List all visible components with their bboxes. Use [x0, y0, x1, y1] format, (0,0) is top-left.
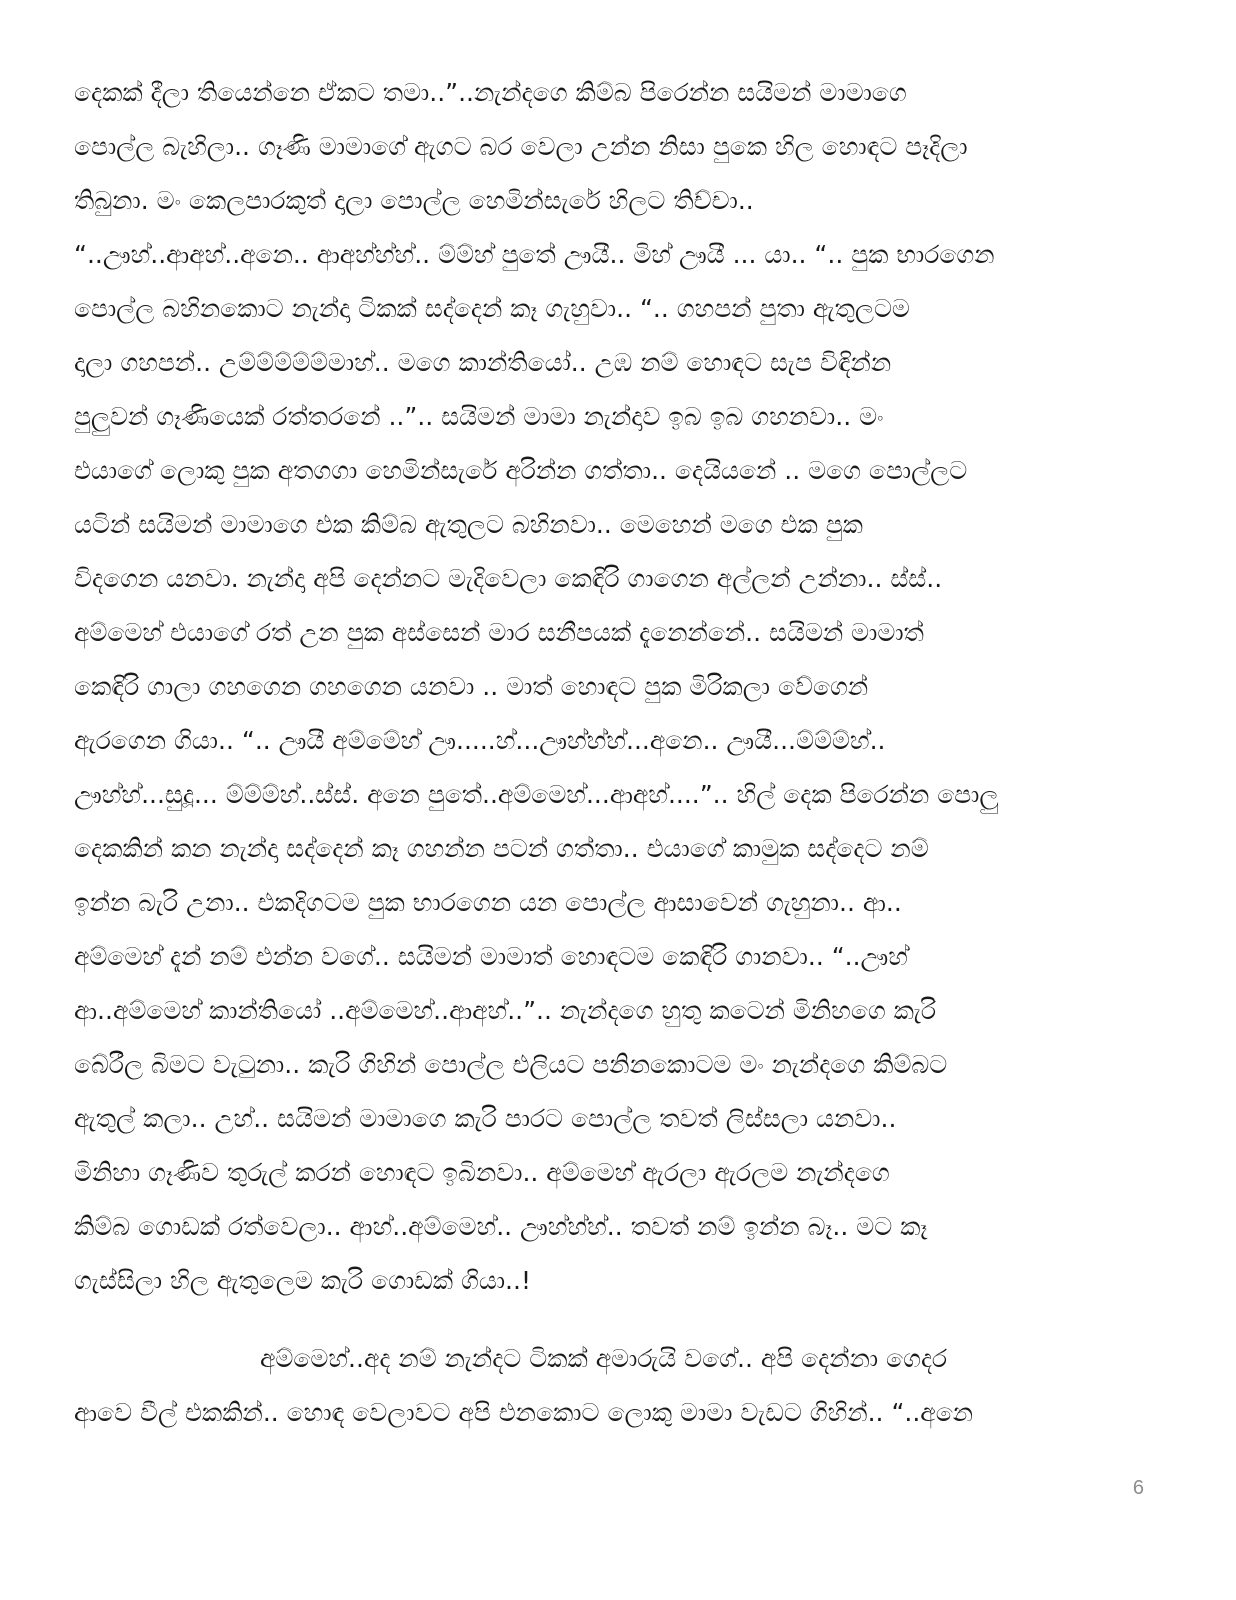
text-line: ආවෙ වීල් එකකින්.. හොඳ වෙලාවට අපි එනකොට ලොකු මාමා වැඩට ගිහින්.. “..අනෙ	[74, 1398, 974, 1427]
text-line: ගැස්සිලා හිල ඇතුලෙම කැරි ගොඩක් ගියා..!	[74, 1266, 531, 1295]
text-line: බේරීල බිමට වැටුනා.. කැරි ගිහින් පොල්ල එලියට පනිනකොටම මං නැන්දගෙ කිම්බට	[74, 1050, 948, 1079]
page-number: 6	[1132, 1477, 1144, 1499]
text-line: පොල්ල බැහිලා.. ගෑණි මාමාගේ ඇගට බර වෙලා උන්න නිසා පුකෙ හිල හොඳට පෑදිලා	[74, 132, 968, 161]
text-line: දෙකකින් කන නැන්දා සද්දෙන් කෑ ගහන්න පටන් ගත්තා.. එයාගේ කාමුක සද්දෙට නම්	[74, 834, 929, 863]
text-line: පුලුවන් ගෑණියෙක් රත්තරනේ ..”.. සයිමන් මාමා නැන්දාව ඉබ ඉබ ගහනවා.. මං	[74, 402, 884, 431]
text-line: ඇතුල් කලා.. උහ්.. සයිමන් මාමාගෙ කැරි පාරට පොල්ල තවත් ලිස්සලා යනවා..	[74, 1104, 897, 1133]
text-line: කිම්බ ගොඩක් රත්වෙලා.. ආහ්..අම්මෙහ්.. ඌහ්හ්හ්.. තවත් නම් ඉන්න බෑ.. මට කෑ	[74, 1212, 928, 1241]
text-line: ඌහ්හ්...සුදූ... ම්ම්ම්හ්..ස්ස්. අනෙ පුතේ..අම්මෙහ්...ආඅහ්....”.. හිල් දෙක පිරෙන්න පොලු	[74, 780, 999, 809]
text-line: කෙඳිරි ගාලා ගහගෙන ගහගෙන යනවා .. මාත් හොඳට පුක මිරිකලා වේගෙන්	[74, 672, 869, 701]
paragraph-spacer	[74, 1308, 1154, 1332]
text-line: ඇරගෙන ගියා.. “.. ඌයී අම්මේහ් ඌ.....හ්...ඌහ්හ්හ්...අනෙ.. ඌයී...ම්ම්ම්හ්..	[74, 726, 886, 755]
text-line: විදගෙන යනවා. නැන්දා අපි දෙන්නට මැදිවෙලා කෙඳිරි ගාගෙන අල්ලන් උන්නා.. ස්ස්..	[74, 564, 943, 593]
text-line: පොල්ල බහිනකොට නැන්දා ටිකක් සද්දෙන් කෑ ගැහුවා.. “.. ගහපන් පුතා ඇතුලටම	[74, 294, 910, 323]
text-line: තිබුනා. මං කෙලපාරකුත් දාලා පොල්ල හෙමින්සැරේ හිලට තිච්චා..	[74, 186, 754, 215]
text-line: දාලා ගහපන්.. උම්ම්ම්ම්ම්මාහ්.. මගෙ කාන්තියෝ.. උඹ නම් හොඳට සැප විඳින්න	[74, 348, 892, 377]
text-line: දෙකක් දීලා තියෙන්නෙ ඒකට තමා..”..නැන්දගෙ කිම්බ පිරෙන්න සයිමන් මාමාගෙ	[74, 78, 907, 107]
body-text	[74, 66, 1154, 1440]
text-line: එයාගේ ලොකු පුක අතගගා හෙමින්සැරේ අරින්න ගත්තා.. දෙයියනේ .. මගෙ පොල්ලට	[74, 456, 968, 485]
paragraph-1	[74, 66, 1154, 1308]
text-line: මිනිහා ගෑණිව තුරුල් කරන් හොඳට ඉබිනවා.. අම්මෙහ් ඇරලා ඇරලම නැන්දගෙ	[74, 1158, 890, 1187]
text-line: ඉන්න බැරි උනා.. එකදිගටම පුක භාරගෙන යන පොල්ල ආසාවෙන් ගැහුනා.. ආ..	[74, 888, 902, 917]
paragraph-2	[74, 1332, 1154, 1440]
text-line: යටින් සයිමන් මාමාගෙ එක කිම්බ ඇතුලට බහිනවා.. මෙහෙන් මගෙ එක පුක	[74, 510, 863, 539]
text-line: අම්මෙහ් දැන් නම් එන්න වගේ.. සයිමන් මාමාත් හොඳටම කෙඳිරි ගානවා.. “..ඌහ්	[74, 942, 908, 971]
text-line-indented: අම්මෙහ්..අද නම් නැන්දට ටිකක් අමාරුයි වගේ.. අපි දෙන්නා ගෙදර	[260, 1344, 948, 1373]
text-line: “..ඌහ්..ආඅහ්..අනෙ.. ආඅහ්හ්හ්.. ම්ම්හ් පුතේ ඌයී.. මිහ් ඌයී ... යා.. “.. පුක භාරගෙන	[74, 240, 995, 269]
text-line: ආ..අම්මෙහ් කාන්තියෝ ..අම්මෙහ්..ආඅහ්..”.. නැන්දගෙ හුතු කටෙන් මිනිහගෙ කැරි	[74, 996, 937, 1025]
text-line: අම්මෙහ් එයාගේ රත් උන පුක අස්සෙන් මාර සනීපයක් දැනෙන්නේ.. සයිමන් මාමාත්	[74, 618, 924, 647]
